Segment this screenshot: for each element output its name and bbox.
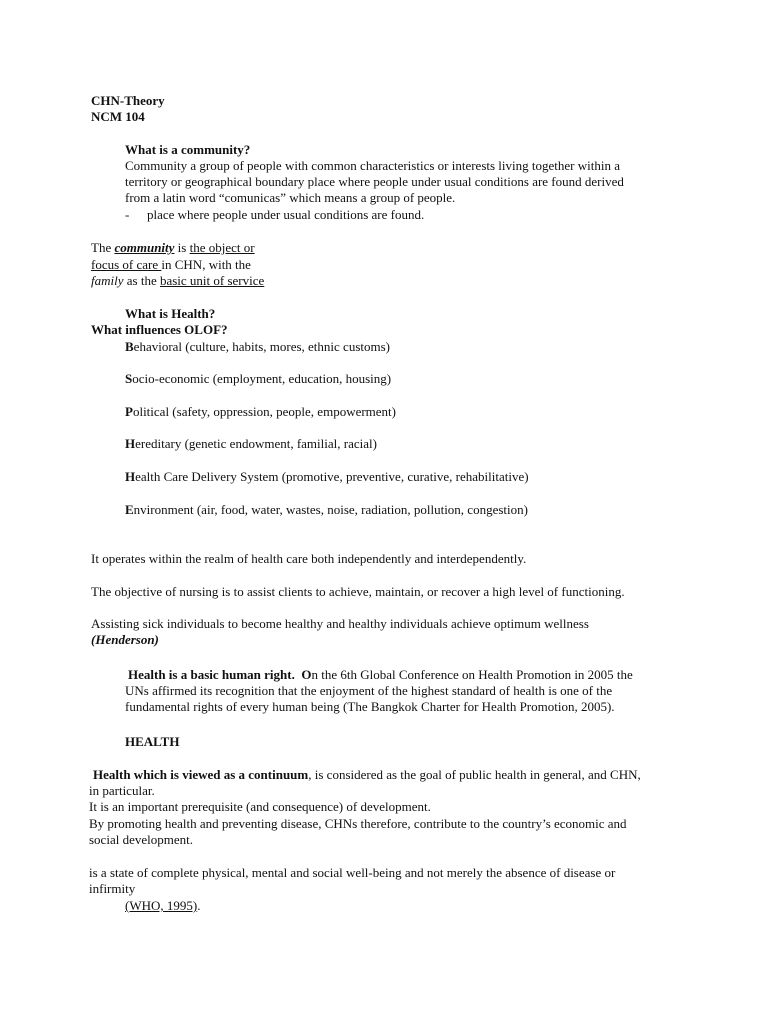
who-definition-line: is a state of complete physical, mental and social well-being and not merely the absence of disease or (89, 865, 616, 880)
object-line-3 (91, 273, 264, 289)
community-emphasis: community (114, 240, 175, 255)
object-line-2 (91, 257, 251, 273)
right-bold-lead: Health is a basic human right. (128, 667, 295, 682)
who-definition-line: infirmity (89, 881, 136, 896)
continuum-rest: , is considered as the goal of public health in general, and CHN, (308, 767, 641, 782)
olof-text: ehavioral (culture, habits, mores, ethnic customs) (133, 339, 390, 354)
olof-item (125, 436, 377, 452)
text-run: The (91, 240, 115, 255)
doc-course-code: NCM 104 (91, 109, 145, 124)
family-italic: family (91, 273, 124, 288)
objective-paragraph: The objective of nursing is to assist clients to achieve, maintain, or recover a high level of functioning. (91, 584, 625, 599)
continuum-line: in particular. (89, 783, 155, 798)
right-rest: n the 6th Global Conference on Health Promotion in 2005 the (311, 667, 633, 682)
who-citation-underlined: (WHO, 1995) (125, 898, 198, 913)
health-question: What is Health? (125, 306, 216, 321)
basic-unit-underlined: basic unit of service (159, 273, 265, 288)
bullet-dash: - (125, 207, 130, 222)
text-run: is (174, 240, 190, 255)
continuum-line: social development. (89, 832, 193, 847)
community-definition-line: Community a group of people with common characteristics or interests living together within a (125, 158, 620, 173)
olof-question: What influences OLOF? (91, 322, 228, 337)
continuum-line (93, 767, 641, 783)
right-paragraph-line: UNs affirmed its recognition that the enjoyment of the highest standard of health is one of the (125, 683, 613, 698)
continuum-line: By promoting health and preventing disease, CHNs therefore, contribute to the country’s economic and (89, 816, 627, 831)
olof-text: olitical (safety, oppression, people, empowerment) (132, 404, 396, 419)
who-citation (125, 898, 200, 914)
henderson-citation: (Henderson) (91, 632, 159, 647)
focus-of-care-underlined: focus of care (91, 257, 162, 272)
text-run: as the (123, 273, 160, 288)
health-heading: HEALTH (125, 734, 180, 749)
olof-item (125, 371, 391, 387)
community-question: What is a community? (125, 142, 251, 157)
olof-letter: B (125, 339, 134, 354)
olof-letter: H (125, 436, 136, 451)
right-bold-o: O (301, 667, 312, 682)
right-paragraph-line (128, 667, 633, 683)
olof-text: ereditary (genetic endowment, familial, racial) (135, 436, 377, 451)
olof-letter: P (125, 404, 133, 419)
olof-letter: H (125, 469, 136, 484)
operates-paragraph: It operates within the realm of health care both independently and interdependently. (91, 551, 527, 566)
olof-item (125, 502, 528, 518)
object-underlined: the object or (189, 240, 255, 255)
text-run: . (197, 898, 201, 913)
olof-letter: S (125, 371, 133, 386)
continuum-line: It is an important prerequisite (and consequence) of development. (89, 799, 431, 814)
right-paragraph-line: fundamental rights of every human being (The Bangkok Charter for Health Promotion, 2005). (125, 699, 615, 714)
olof-text: ealth Care Delivery System (promotive, preventive, curative, rehabilitative) (135, 469, 529, 484)
olof-item (125, 339, 390, 355)
olof-text: nvironment (air, food, water, wastes, noise, radiation, pollution, congestion) (133, 502, 528, 517)
olof-text: ocio-economic (employment, education, housing) (132, 371, 392, 386)
continuum-bold: Health which is viewed as a continuum (93, 767, 309, 782)
olof-item (125, 469, 529, 485)
bullet-text: place where people under usual conditions are found. (147, 207, 425, 222)
community-bullet (125, 207, 424, 223)
doc-title: CHN-Theory (91, 93, 165, 108)
assisting-paragraph: Assisting sick individuals to become healthy and healthy individuals achieve optimum wellness (91, 616, 589, 631)
object-line-1 (91, 240, 255, 256)
olof-letter: E (125, 502, 134, 517)
community-definition-line: from a latin word “comunicas” which means a group of people. (125, 190, 456, 205)
olof-item (125, 404, 396, 420)
text-run: in CHN, with the (161, 257, 251, 272)
community-definition-line: territory or geographical boundary place where people under usual conditions are found derived (125, 174, 624, 189)
